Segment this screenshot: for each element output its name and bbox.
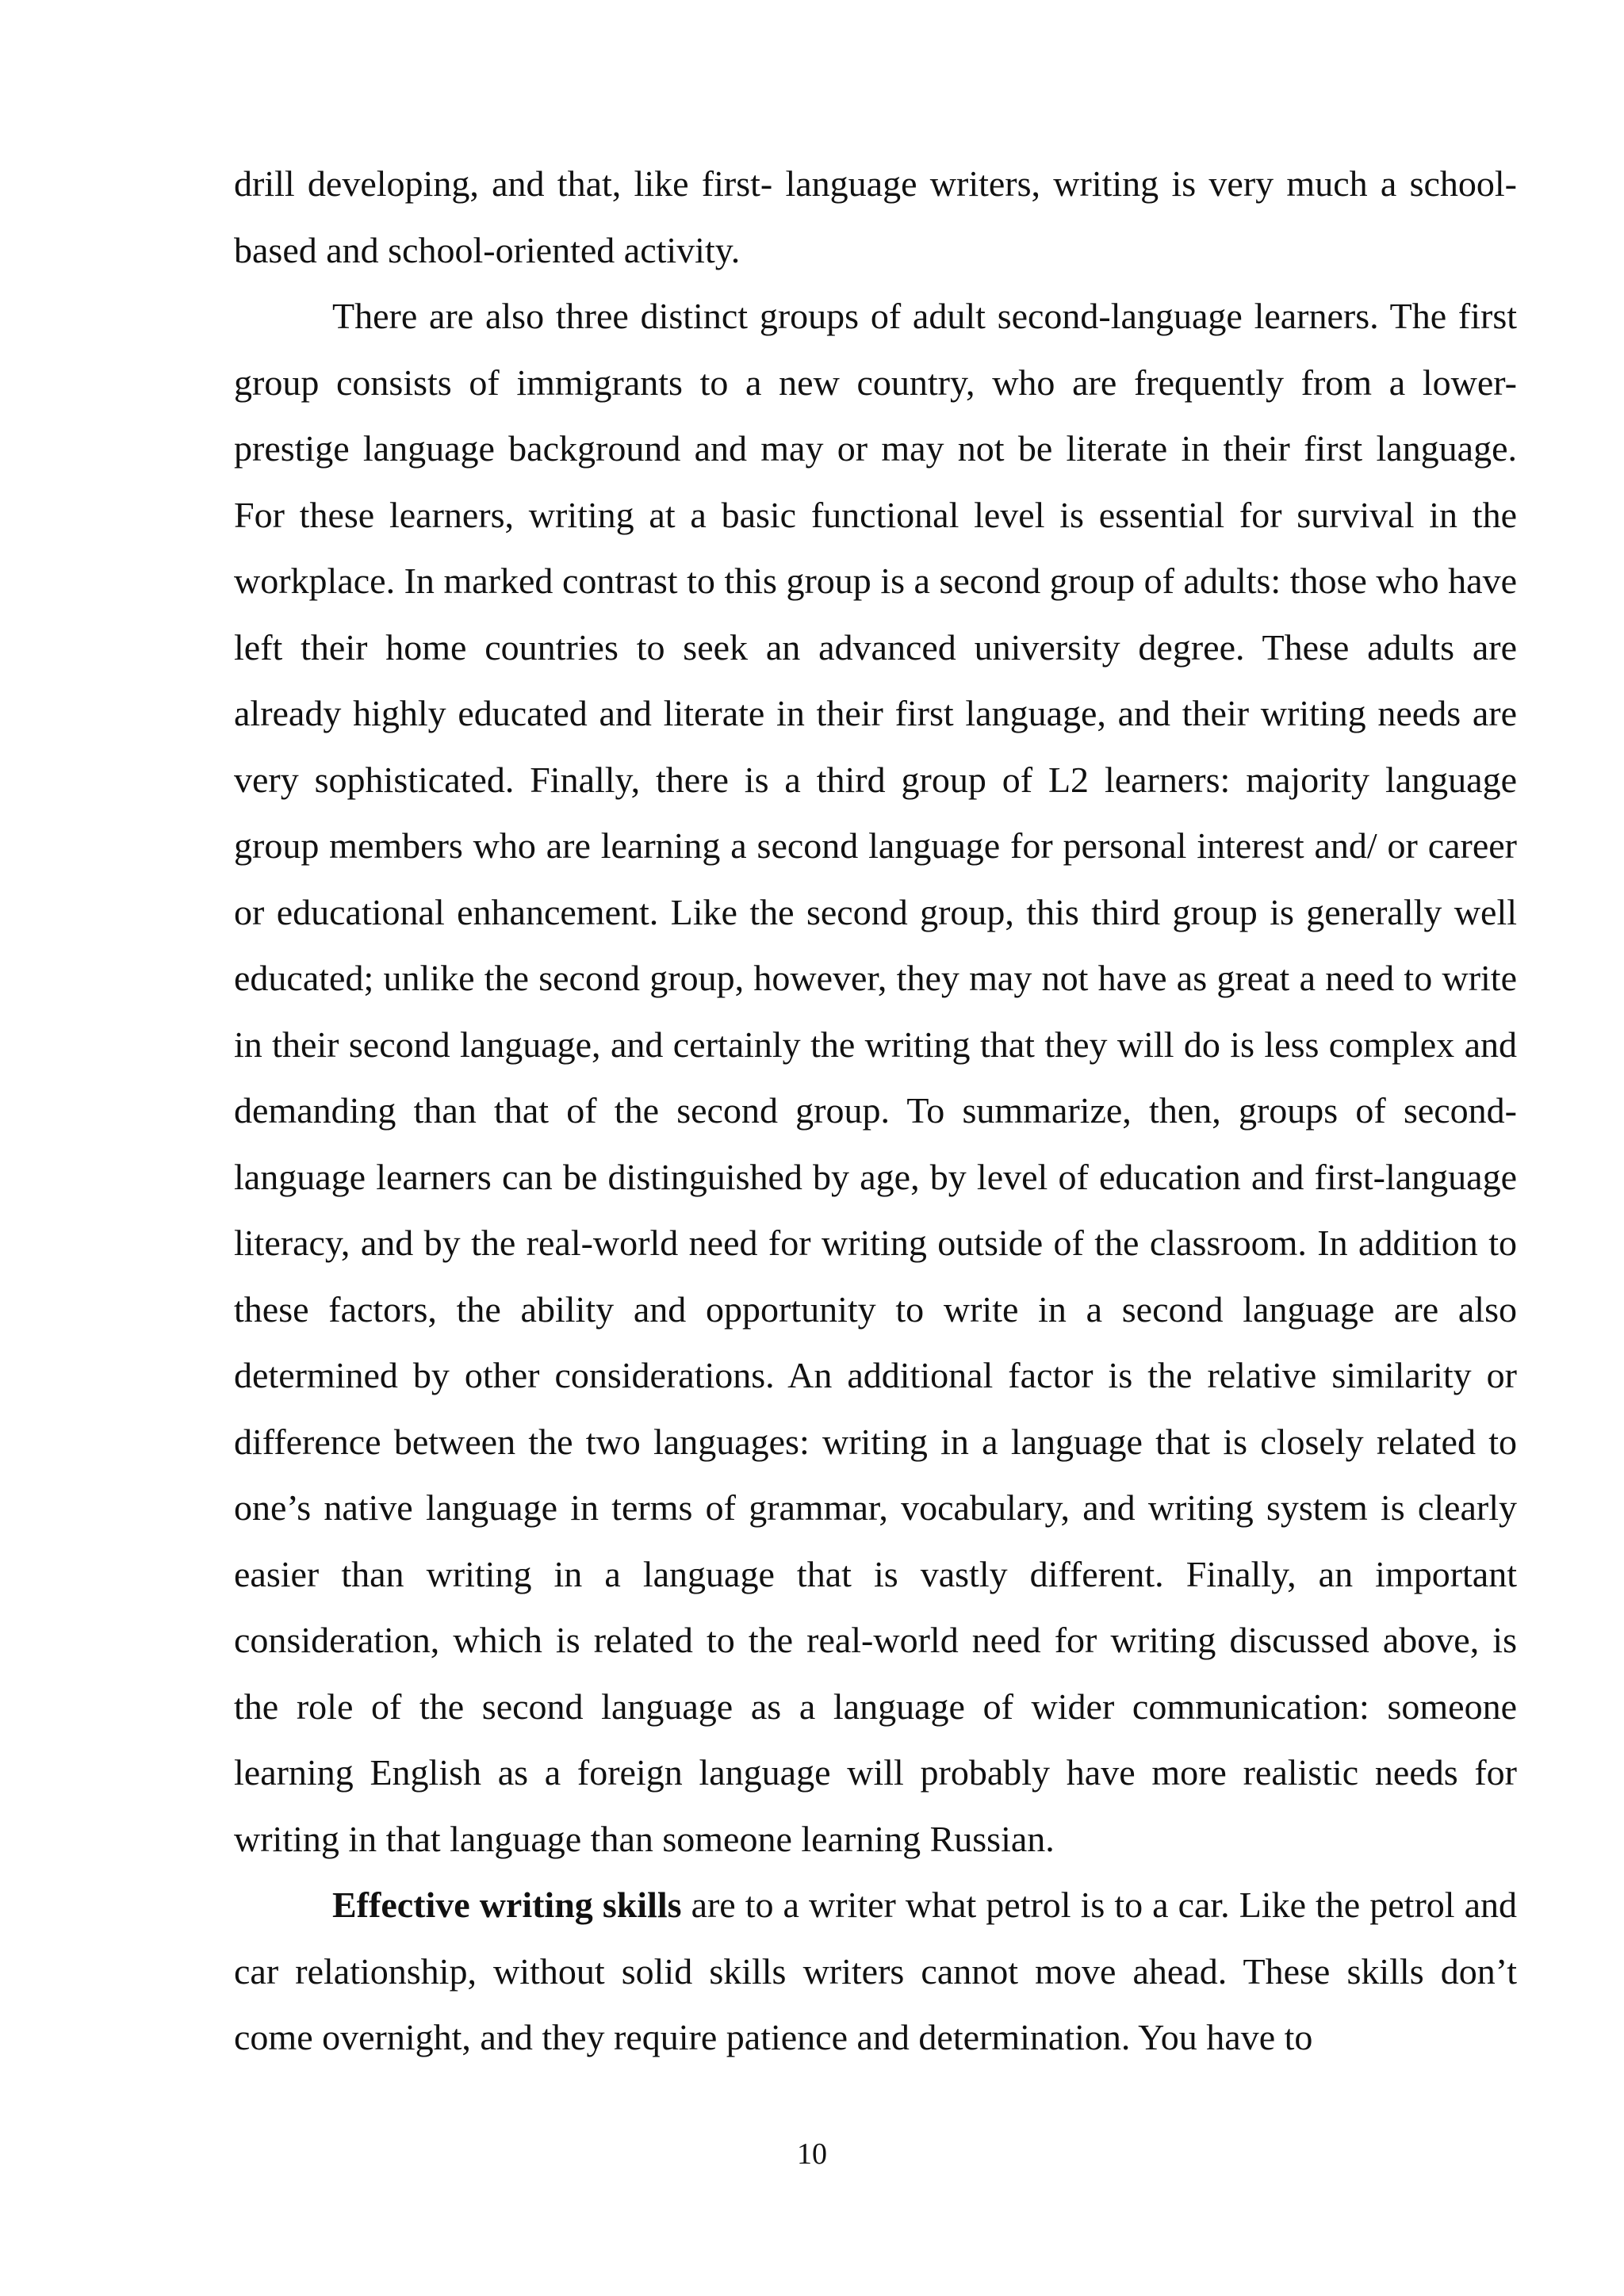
paragraph-continued: drill developing, and that, like first- language writers, writing is very much a school-based and school-oriented activity. <box>234 163 1517 270</box>
bold-term: Effective writing skills <box>332 1885 682 1925</box>
paragraph-effective-writing <box>234 1872 1517 2071</box>
body-text <box>234 151 1517 2071</box>
paragraph-learner-groups: There are also three distinct groups of adult second-language learners. The first group consists of immigrants to a new country, who are frequently from a lower-prestige language background and may or may not be literate in their first language. For these learners, writing at a basic functional level is essential for survival in the workplace. In marked contrast to this group is a second group of adults: those who have left their home countries to seek an advanced university degree. These adults are already highly educated and literate in their first language, and their writing needs are very sophisticated. Finally, there is a third group of L2 learners: majority language group members who are learning a second language for personal interest and/ or career or educational enhancement. Like the second group, this third group is generally well educated; unlike the second group, however, they may not have as great a need to write in their second language, and certainly the writing that they will do is less complex and demanding than that of the second group. To summarize, then, groups of second-language learners can be distinguished by age, by level of education and first-language literacy, and by the real-world need for writing outside of the classroom. In addition to these factors, the ability and opportunity to write in a second language are also determined by other considerations. An additional factor is the relative similarity or difference between the two languages: writing in a language that is closely related to one’s native language in terms of grammar, vocabulary, and writing system is clearly easier than writing in a language that is vastly different. Finally, an important consideration, which is related to the real-world need for writing discussed above, is the role of the second language as a language of wider communication: someone learning English as a foreign language will probably have more realistic needs for writing in that language than someone learning Russian. <box>234 296 1517 1859</box>
paragraph-effective-writing-text: are to a writer what petrol is to a car. Like the petrol and car relationship, without solid skills writers cannot move ahead. These skills don’t come overnight, and they require patience and determination. You have to <box>234 1885 1517 2057</box>
page-number: 10 <box>797 2137 827 2171</box>
